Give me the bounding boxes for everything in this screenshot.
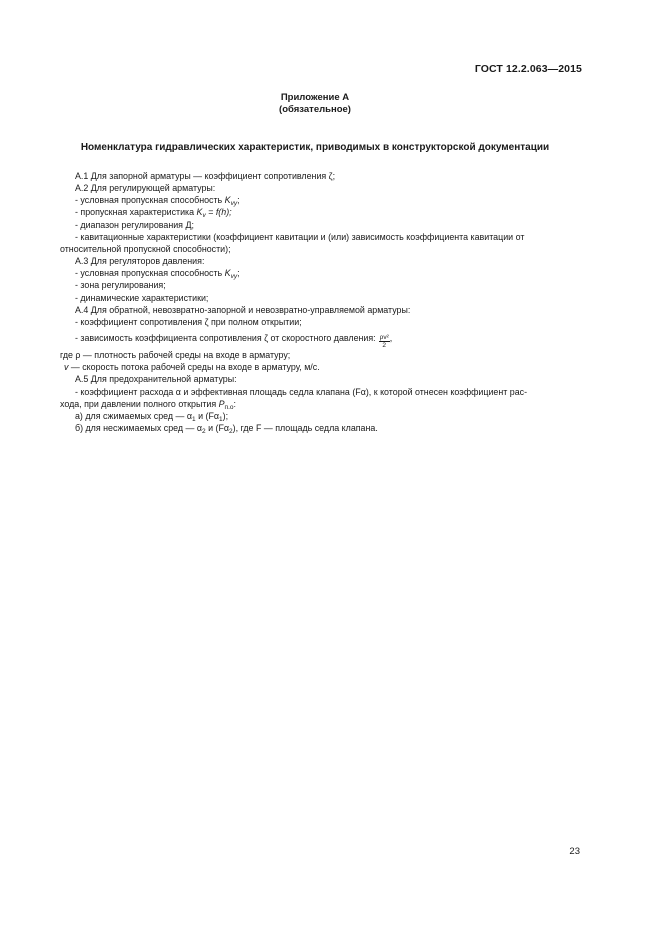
list-item-discharge-cont xyxy=(60,398,580,410)
item-punct: ; xyxy=(237,268,240,279)
item-text: и (Fα xyxy=(195,410,220,421)
item-text: хода, при давлении полного открытия xyxy=(60,398,219,409)
list-item-compressible xyxy=(60,410,580,422)
annex-body xyxy=(60,170,580,434)
standard-code: ГОСТ 12.2.063—2015 xyxy=(474,63,582,75)
list-item-zeta: - коэффициент сопротивления ζ при полном открытии; xyxy=(75,316,302,327)
clause-a3: А.3 Для регуляторов давления: xyxy=(75,256,205,267)
list-item-kvy-regulator xyxy=(60,267,580,279)
document-title: Номенклатура гидравлических характеристик, приводимых в конструкторской документации xyxy=(80,142,550,153)
subscript-vy: vy xyxy=(230,200,238,208)
symbol-k: K xyxy=(224,268,231,279)
subscript: 2 xyxy=(202,427,206,435)
item-text: и (Fα xyxy=(205,422,230,433)
list-item-kv xyxy=(60,206,580,218)
definition-text: — скорость потока рабочей среды на входе в арматуру, м/с. xyxy=(68,362,320,373)
item-punct: , xyxy=(389,333,393,344)
symbol-k: K xyxy=(224,195,231,206)
page-number: 23 xyxy=(569,846,580,857)
definition-rho: где ρ — плотность рабочей среды на входе в арматуру; xyxy=(60,350,291,361)
item-text: - условная пропускная способность xyxy=(75,195,225,206)
list-item-incompressible xyxy=(60,422,580,434)
item-punct: : xyxy=(233,398,236,409)
list-item-discharge: - коэффициент расхода α и эффективная площадь седла клапана (Fα), к которой отнесен коэффициент рас- xyxy=(75,386,528,397)
fraction-denominator: 2 xyxy=(382,342,387,350)
item-text: - пропускная характеристика xyxy=(75,207,197,218)
clause-a1: А.1 Для запорной арматуры — коэффициент сопротивления ζ; xyxy=(75,171,336,181)
item-text: б) для несжимаемых сред — α xyxy=(75,422,202,433)
symbol-k: K xyxy=(196,207,203,218)
velocity-pressure-fraction xyxy=(379,333,393,350)
fraction-numerator: ρv² xyxy=(379,334,389,342)
item-text: - условная пропускная способность xyxy=(75,268,225,279)
symbol-v: v xyxy=(64,362,69,373)
definition-v xyxy=(60,361,580,373)
subscript: 2 xyxy=(229,427,233,435)
annex-heading xyxy=(0,92,630,116)
item-punct: ; xyxy=(237,195,240,206)
clause-a2: А.2 Для регулирующей арматуры: xyxy=(75,183,216,194)
list-item-zone: - зона регулирования; xyxy=(75,280,166,291)
subscript-v: v xyxy=(202,212,206,220)
symbol-p: P xyxy=(218,398,225,409)
item-punct: ); xyxy=(222,410,229,421)
list-item-cavitation: - кавитационные характеристики (коэффициент кавитации и (или) зависимость коэффициента кавитации от xyxy=(75,231,525,242)
annex-status: (обязательное) xyxy=(279,104,351,115)
list-item-cavitation-cont: относительной пропускной способности); xyxy=(60,243,231,254)
subscript: 1 xyxy=(219,415,223,423)
list-item-dependence xyxy=(60,332,580,349)
list-item-kvy xyxy=(60,194,580,206)
annex-title: Приложение А xyxy=(280,92,350,103)
item-text: - зависимость коэффициента сопротивления ζ от скоростного давления: xyxy=(75,333,376,344)
item-text: ), где F — площадь седла клапана. xyxy=(232,422,378,433)
formula-tail: = f(h); xyxy=(205,207,232,218)
clause-a5: А.5 Для предохранительной арматуры: xyxy=(75,374,237,385)
item-text: а) для сжимаемых сред — α xyxy=(75,410,193,421)
list-item-dynamic: - динамические характеристики; xyxy=(75,292,209,303)
subscript: 1 xyxy=(192,415,196,423)
list-item-range: - диапазон регулирования Д; xyxy=(75,219,194,230)
subscript-po: п.о xyxy=(224,403,234,411)
clause-a4: А.4 Для обратной, невозвратно-запорной и невозвратно-управляемой арматуры: xyxy=(75,304,411,315)
subscript-vy: vy xyxy=(230,273,238,281)
